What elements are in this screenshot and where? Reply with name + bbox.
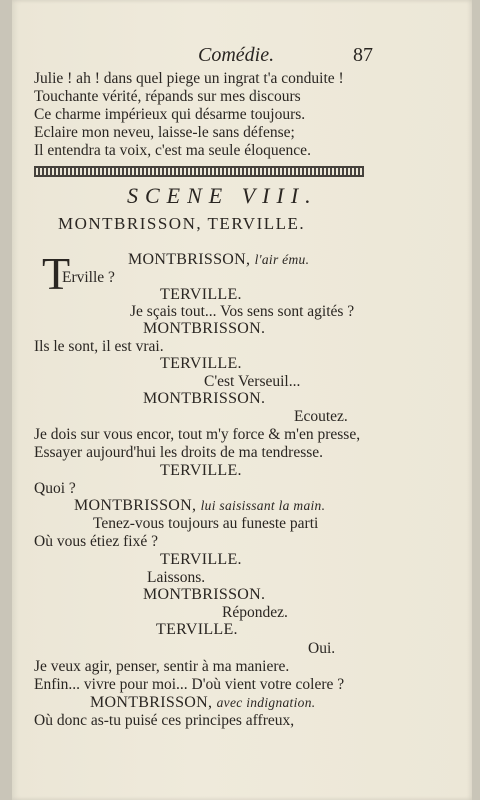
dialogue-line-17: Où vous étiez fixé ? — [34, 533, 158, 550]
speaker-name: MONTBRISSON, — [74, 497, 197, 514]
verse-line-3: Ce charme impérieux qui désarme toujours. — [34, 106, 306, 123]
dialogue-line-2: Erville ? — [62, 269, 115, 286]
speaker-line-15 — [74, 497, 325, 515]
book-page — [12, 0, 472, 800]
verse-line-5: Il entendra ta voix, c'est ma seule éloquence. — [34, 142, 311, 159]
scene-characters: MONTBRISSON, TERVILLE. — [58, 214, 306, 233]
stage-direction: avec indignation. — [216, 695, 316, 710]
ornamental-rule — [34, 166, 364, 177]
dialogue-line-16: Tenez-vous toujours au funeste parti — [93, 515, 319, 532]
stage-direction: lui saisissant la main. — [200, 498, 326, 513]
dialogue-line-23: Oui. — [308, 640, 336, 657]
speaker-terville-1: TERVILLE. — [160, 286, 242, 303]
verse-line-1: Julie ! ah ! dans quel piege un ingrat t'a conduite ! — [34, 70, 344, 87]
dialogue-line-27: Où donc as-tu puisé ces principes affreux, — [34, 712, 295, 729]
dialogue-line-14: Quoi ? — [34, 480, 76, 497]
dialogue-line-6: Ils le sont, il est vrai. — [34, 338, 164, 355]
dialogue-line-25: Enfin... vivre pour moi... D'où vient votre colere ? — [34, 676, 345, 693]
speaker-line-1 — [128, 251, 309, 269]
speaker-terville-2: TERVILLE. — [160, 355, 242, 372]
speaker-montbrisson-1: MONTBRISSON. — [143, 320, 266, 337]
stage-direction: l'air ému. — [254, 252, 310, 267]
drop-cap: T — [42, 248, 71, 299]
dialogue-line-4: Je sçais tout... Vos sens sont agités ? — [130, 303, 355, 320]
dialogue-line-19: Laissons. — [147, 569, 206, 586]
speaker-montbrisson-2: MONTBRISSON. — [143, 390, 266, 407]
speaker-name: MONTBRISSON, — [90, 694, 213, 711]
speaker-montbrisson-3: MONTBRISSON. — [143, 586, 266, 603]
dialogue-line-12: Essayer aujourd'hui les droits de ma tendresse. — [34, 444, 324, 461]
speaker-line-26 — [90, 694, 315, 712]
speaker-terville-3: TERVILLE. — [160, 462, 242, 479]
dialogue-line-10: Ecoutez. — [294, 408, 348, 425]
speaker-name: MONTBRISSON, — [128, 251, 251, 268]
page-number: 87 — [353, 44, 373, 66]
verse-line-2: Touchante vérité, répands sur mes discours — [34, 88, 301, 105]
scene-title: SCENE VIII. — [127, 183, 318, 208]
speaker-terville-4: TERVILLE. — [160, 551, 242, 568]
dialogue-line-21: Répondez. — [222, 604, 288, 621]
speaker-terville-5: TERVILLE. — [156, 621, 238, 638]
dialogue-line-11: Je dois sur vous encor, tout m'y force & m'en presse, — [34, 426, 361, 443]
dialogue-line-8: C'est Verseuil... — [204, 373, 301, 390]
running-header-title: Comédie. — [198, 44, 275, 66]
dialogue-line-24: Je veux agir, penser, sentir à ma maniere. — [34, 658, 290, 675]
verse-line-4: Eclaire mon neveu, laisse-le sans défense; — [34, 124, 295, 141]
